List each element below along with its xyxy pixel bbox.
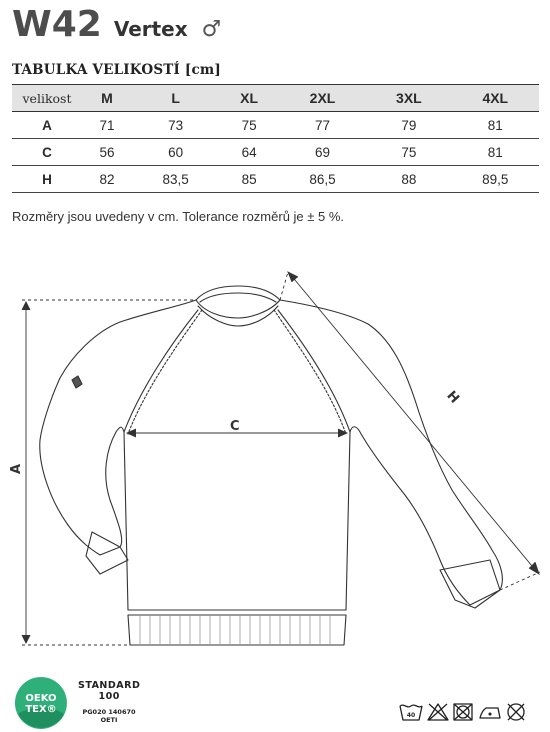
- table-cell: 69: [314, 144, 331, 160]
- care-symbols: [398, 700, 540, 724]
- oeko-logo-line1: OEKO: [25, 693, 57, 704]
- wash-temperature: 40: [406, 712, 416, 719]
- table-cell: 71: [99, 117, 115, 133]
- right-cuff: [440, 560, 500, 608]
- table-cell: 56: [99, 144, 115, 160]
- product-header: [12, 4, 221, 44]
- size-header: 2XL: [309, 90, 336, 106]
- no-bleach-icon: [428, 704, 448, 720]
- size-table-title: TABULKA VELIKOSTÍ [cm]: [12, 62, 222, 78]
- dimension-c-label: C: [230, 419, 240, 434]
- no-tumble-dry-icon: [454, 704, 472, 720]
- oeko-tex-logo: [14, 676, 68, 730]
- tolerance-note: Rozměry jsou uvedeny v cm. Tolerance rozměrů je ± 5 %.: [12, 209, 345, 224]
- dimension-h-label: H: [443, 388, 462, 407]
- no-dry-clean-icon: [508, 704, 524, 720]
- cert-code-line2: OETI: [100, 716, 118, 724]
- size-table: [12, 84, 539, 193]
- table-cell: 86,5: [309, 171, 336, 187]
- size-header: 3XL: [396, 90, 422, 106]
- table-cell: 79: [401, 117, 417, 133]
- product-code: W42: [12, 4, 102, 45]
- standard-line2: 100: [98, 691, 120, 702]
- iron-low-icon: [480, 708, 500, 718]
- size-header: XL: [240, 90, 259, 106]
- size-header: L: [171, 90, 180, 106]
- standard-label: [78, 680, 140, 702]
- corner-label: velikost: [22, 90, 72, 106]
- row-label: H: [42, 171, 52, 187]
- dimension-a-label: A: [9, 463, 24, 474]
- male-icon: ♂: [201, 17, 222, 42]
- standard-line1: STANDARD: [78, 680, 141, 691]
- product-name: Vertex: [113, 17, 188, 41]
- table-cell: 85: [241, 171, 257, 187]
- size-header: 4XL: [482, 90, 509, 106]
- table-row: [12, 139, 539, 166]
- table-cell: 75: [241, 117, 257, 133]
- hem-ribbing: [128, 615, 346, 645]
- table-cell: 83,5: [162, 171, 189, 187]
- table-row: [12, 166, 539, 193]
- table-cell: 75: [401, 144, 417, 160]
- certificate-code: [78, 708, 140, 724]
- sweatshirt-diagram: [0, 260, 550, 660]
- size-table-header-row: [12, 85, 539, 112]
- row-label: C: [42, 144, 52, 160]
- table-cell: 88: [401, 171, 417, 187]
- cert-code-line1: PG020 140670: [82, 708, 136, 716]
- row-label: A: [42, 117, 52, 133]
- table-cell: 73: [168, 117, 184, 133]
- table-cell: 77: [314, 117, 331, 133]
- size-header: M: [101, 90, 113, 106]
- oeko-logo-line2: TEX®: [25, 704, 57, 715]
- table-cell: 82: [99, 171, 115, 187]
- table-row: [12, 112, 539, 139]
- sweatshirt-body-outline: [40, 300, 503, 610]
- collar-inner: [200, 293, 276, 302]
- table-cell: 81: [487, 144, 503, 160]
- table-cell: 89,5: [482, 171, 509, 187]
- table-cell: 81: [487, 117, 503, 133]
- table-cell: 60: [168, 144, 184, 160]
- dimension-h-line: [290, 274, 537, 572]
- table-cell: 64: [241, 144, 257, 160]
